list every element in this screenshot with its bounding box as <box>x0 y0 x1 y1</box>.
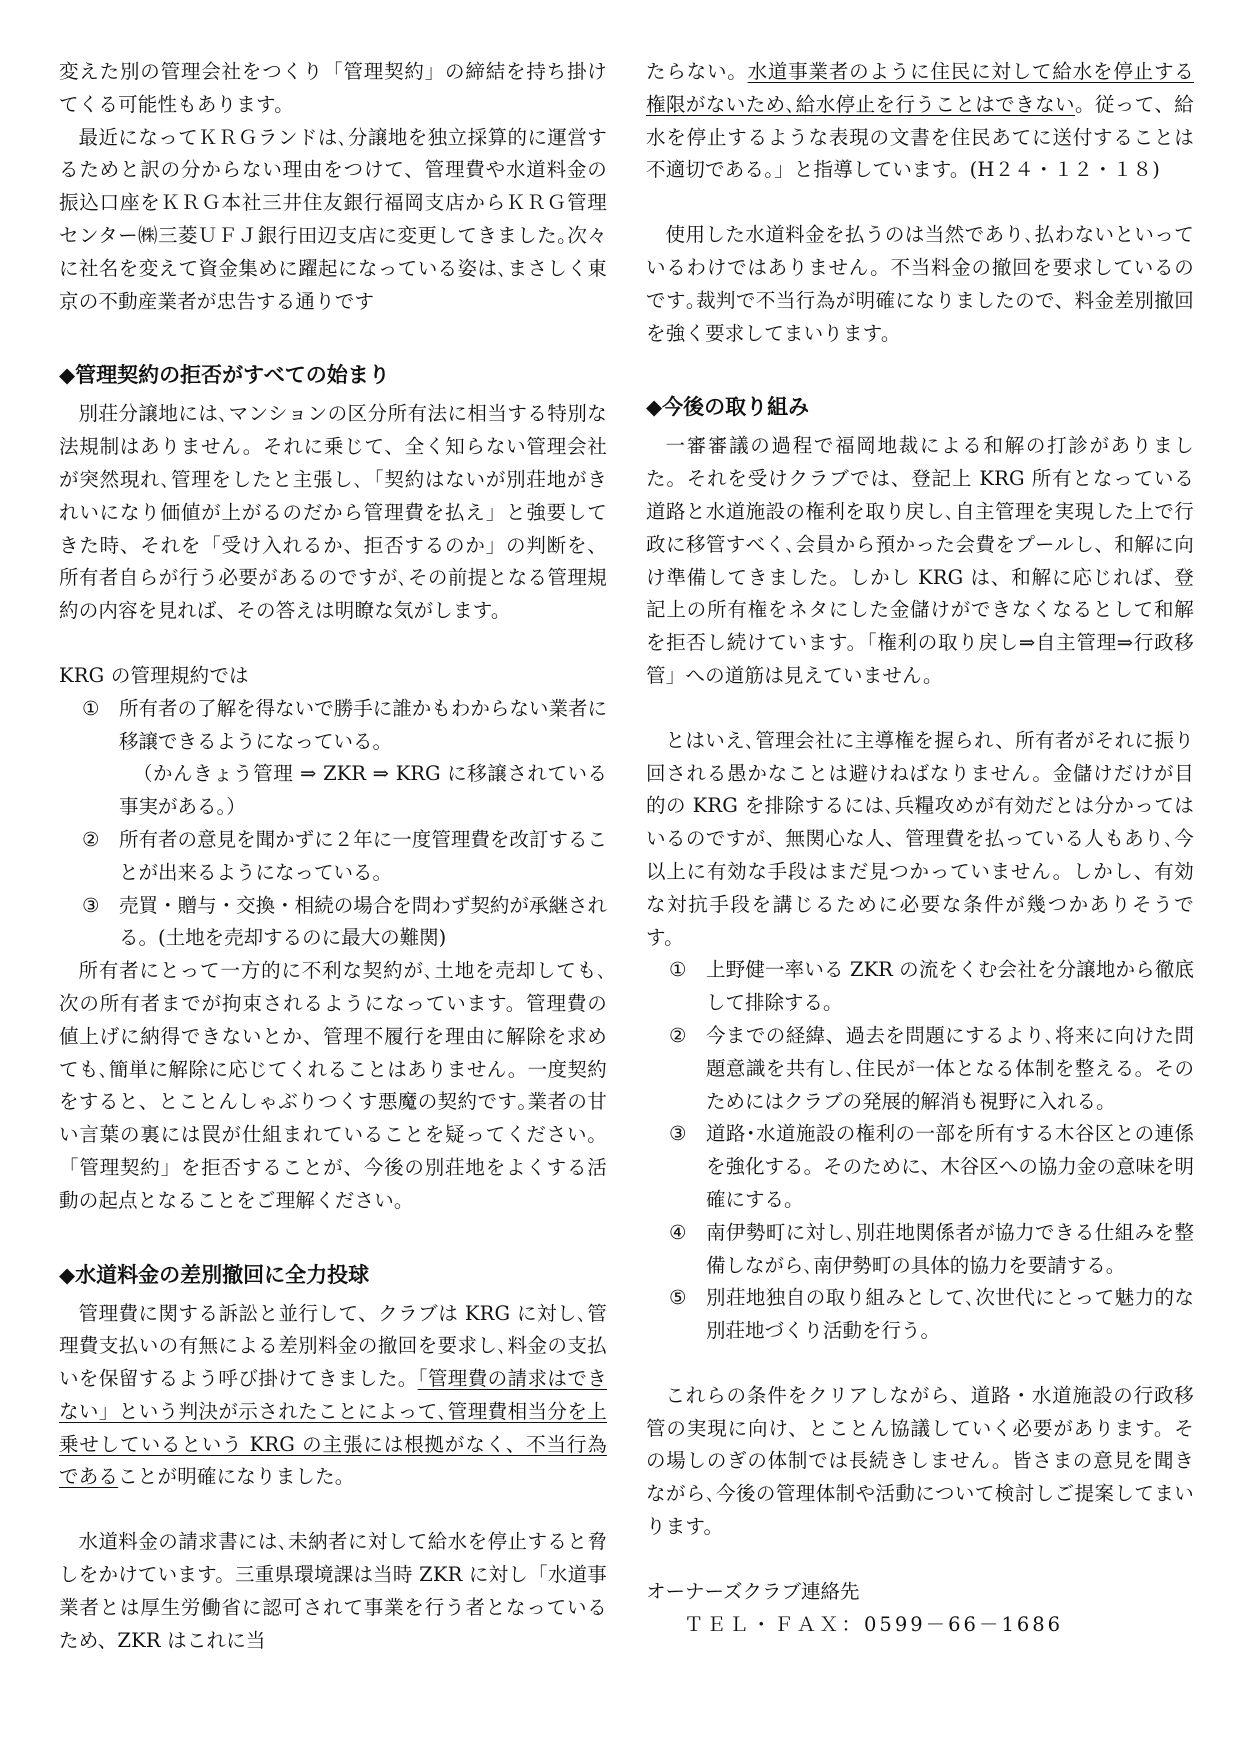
list-item <box>59 824 607 890</box>
water-cont-underlined: 水道事業者のように住民に対して給水を停止する権限がないため､給水停止を行うことはできない <box>646 60 1194 116</box>
future-paragraph-2: とはいえ､管理会社に主導権を握られ、所有者がそれに振り回される愚かなことは避けねばなりません。金儲けだけが目的の KRG を排除するには､兵糧攻めが有効だとは分かってはいるのですが、無関心な人、管理費を払っている人もあり､今以上に有効な手段はまだ見つかっていません。しかし、有効な対抗手段を講じるために必要な条件が幾つかありそうです。 <box>646 728 1194 949</box>
list-item <box>646 954 1194 1020</box>
list-number: ① <box>82 696 100 720</box>
heading-contract-refusal: ◆管理契約の拒否がすべての始まり <box>59 363 390 388</box>
heading-water-fee: ◆水道料金の差別撤回に全力投球 <box>59 1262 370 1287</box>
list-number: ③ <box>82 893 100 917</box>
list-text: 売買・贈与・交換・相続の場合を問わず契約が承継される。(土地を売却するのに最大の難関) <box>119 893 607 950</box>
water-cont-b: 。従って、給水を停止するような表現の文書を住民あてに送付することは不適切である。」と指導しています。 <box>646 92 1195 182</box>
water-cont-a: たらない。 <box>646 60 748 83</box>
list-number: ① <box>669 958 687 982</box>
contact-label: オーナーズクラブ連絡先 <box>646 1579 860 1603</box>
list-item <box>59 890 607 956</box>
water-underlined-text: 「管理費の請求はできない」という判決が示されたことによって､管理費相当分を上乗せしているという KRG の主張には根拠がなく、不当行為である <box>59 1367 607 1489</box>
conditions-list <box>646 954 1194 1348</box>
heading-future-efforts: ◆今後の取り組み <box>646 395 810 420</box>
water-paragraph-2: 水道料金の請求書には､未納者に対して給水を停止すると脅しをかけています。三重県環境課は当時 ZKR に対し「水道事業者とは厚生労働省に認可されて事業を行う者となっているため、ZKR はこれに当 <box>59 1530 607 1652</box>
water-text-c: ことが明確になりました。 <box>118 1465 355 1489</box>
list-text: 今までの経緯、過去を問題にするより､将来に向けた問題意識を共有し､住民が一体となる体制を整える。そのためにはクラブの発展的解消も視野に入れる。 <box>706 1023 1194 1113</box>
list-text: 別荘地独自の取り組みとして､次世代にとって魅力的な別荘地づくり活動を行う。 <box>706 1286 1194 1343</box>
list-text: 所有者の意見を聞かずに２年に一度管理費を改訂することが出来るようになっている。 <box>119 827 607 884</box>
krg-rules-intro: KRG の管理規約では <box>59 663 249 687</box>
list-item <box>646 1282 1194 1348</box>
list-text: 所有者の了解を得ないで勝手に誰かもわからない業者に移譲できるようになっている。 <box>119 696 607 753</box>
list-number: ② <box>82 827 100 851</box>
closing-paragraph: これらの条件をクリアしながら、道路・水道施設の行政移管の実現に向け、とことん協議していく必要があります。その場しのぎの体制では長続きしません。皆さまの意見を聞きながら､今後の管理体制や活動について検討しご提案してまいります。 <box>646 1383 1194 1539</box>
water-text-a: 管理費に関する訴訟と並行して、クラブは KRG に対し､管理費支払いの有無による差別料金の撤回を要求し､料金の支払いを保留するよう呼び掛けてきました。 <box>59 1301 607 1391</box>
list-number: ③ <box>669 1122 687 1146</box>
intro-continuation: 変えた別の管理会社をつくり「管理契約」の締結を持ち掛けてくる可能性もあります。 <box>59 60 607 116</box>
recent-change-paragraph: 最近になってＫＲＧランドは､分譲地を独立採算的に運営するためと訳の分からない理由をつけて、管理費や水道料金の振込口座をＫＲＧ本社三井住友銀行福岡支店からＫＲＧ管理センター㈱三菱ＵＦＪ銀行田辺支店に変更してきました｡次々に社名を変えて資金集めに躍起になっている姿は､まさしく東京の不動産業者が忠告する通りです <box>59 125 607 313</box>
future-paragraph-1: 一審審議の過程で福岡地裁による和解の打診がありました。それを受けクラブでは、登記上 KRG 所有となっている道路と水道施設の権利を取り戻し､自主管理を実現した上で行政に移管すべく､会員から預かった会費をプールし、和解に向け準備してきました。しかし KRG は、和解に応じれば、登記上の所有権をネタにした金儲けができなくなるとして和解を拒否し続けています。「権利の取り戻し⇒自主管理⇒行政移管」への道筋は見えていません。 <box>646 434 1194 687</box>
rules-summary-paragraph: 所有者にとって一方的に不利な契約が､土地を売却しても､次の所有者までが拘束されるようになっています。管理費の値上げに納得できないとか、管理不履行を理由に解除を求めても､簡単に解除に応じてくれることはありません。一度契約をすると、とことんしゃぶりつくす悪魔の契約です｡業者の甘い言葉の裏には罠が仕組まれていることを疑ってください。「管理契約」を拒否することが、今後の別荘地をよくする活動の起点となることをご理解ください。 <box>59 959 607 1212</box>
payment-paragraph: 使用した水道料金を払うのは当然であり､払わないといっているわけではありません。不当料金の撤回を要求しているのです｡裁判で不当行為が明確になりましたので、料金差別撤回を強く要求してまいります。 <box>646 223 1194 345</box>
contract-paragraph: 別荘分譲地には､マンションの区分所有法に相当する特別な法規制はありません。それに乗じて、全く知らない管理会社が突然現れ､管理をしたと主張し､「契約はないが別荘地がきれいになり価値が上がるのだから管理費を払え」と強要してきた時、それを「受け入れるか、拒否するのか」の判断を、所有者自らが行う必要があるのですが､その前提となる管理規約の内容を見れば、その答えは明瞭な気がします。 <box>59 402 607 623</box>
list-text: 上野健一率いる ZKR の流をくむ会社を分譲地から徹底して排除する。 <box>706 958 1194 1015</box>
list-item <box>59 693 607 824</box>
water-guidance-date: (H２４・１２・１８) <box>969 158 1161 182</box>
list-number: ④ <box>669 1220 687 1244</box>
water-paragraph-1 <box>59 1298 607 1495</box>
right-column <box>646 56 1194 1641</box>
list-item <box>646 1217 1194 1283</box>
list-number: ⑤ <box>669 1286 687 1310</box>
list-item <box>646 1020 1194 1118</box>
contact-phone: ＴＥＬ・ＦＡＸ：0599－66－1686 <box>684 1612 1064 1636</box>
list-text: 南伊勢町に対し､別荘地関係者が協力できる仕組みを整備しながら､南伊勢町の具体的協力を要請する。 <box>706 1220 1194 1277</box>
list-note: （かんきょう管理 ⇒ ZKR ⇒ KRG に移譲されている事実がある。） <box>119 762 607 819</box>
water-continuation <box>646 56 1194 187</box>
list-number: ② <box>669 1023 687 1047</box>
list-item <box>646 1118 1194 1216</box>
krg-rules-list <box>59 693 607 955</box>
left-column <box>59 56 607 1657</box>
list-text: 道路･水道施設の権利の一部を所有する木谷区との連係を強化する。そのために、木谷区への協力金の意味を明確にする。 <box>706 1122 1194 1211</box>
